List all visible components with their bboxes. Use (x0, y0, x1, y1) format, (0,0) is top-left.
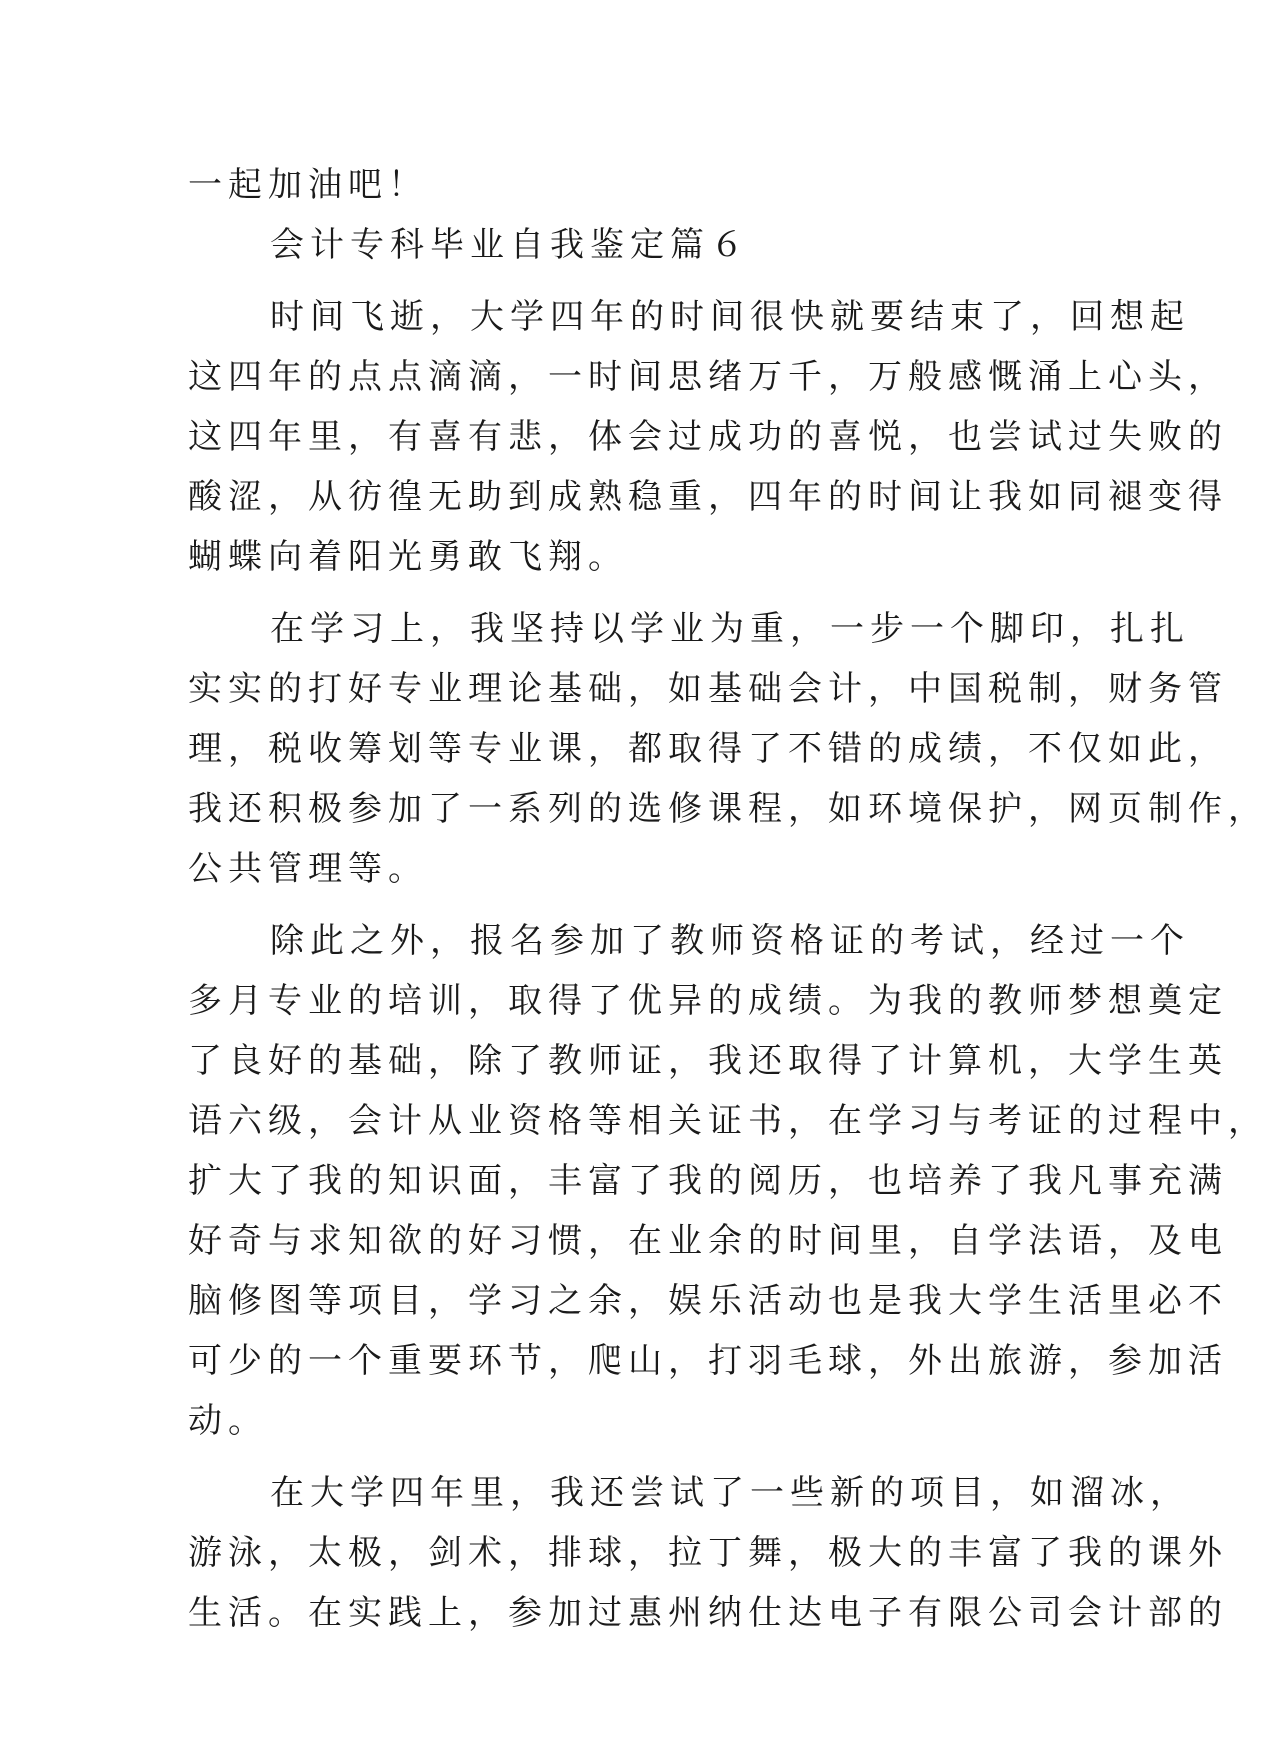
paragraph-2-line: 公共管理等。 (188, 849, 428, 889)
paragraph-2-line: 理，税收筹划等专业课，都取得了不错的成绩，不仅如此， (188, 729, 1228, 769)
paragraph-2-line: 在学习上，我坚持以学业为重，一步一个脚印，扎扎 (270, 609, 1190, 649)
paragraph-2-line: 我还积极参加了一系列的选修课程，如环境保护，网页制作， (188, 789, 1268, 829)
paragraph-3-line: 可少的一个重要环节，爬山，打羽毛球，外出旅游，参加活 (188, 1341, 1228, 1381)
paragraph-3-line: 语六级，会计从业资格等相关证书，在学习与考证的过程中， (188, 1101, 1268, 1141)
paragraph-3-line: 多月专业的培训，取得了优异的成绩。为我的教师梦想奠定 (188, 981, 1228, 1021)
paragraph-3-line: 脑修图等项目，学习之余，娱乐活动也是我大学生活里必不 (188, 1281, 1228, 1321)
paragraph-1-line: 酸涩，从彷徨无助到成熟稳重，四年的时间让我如同褪变得 (188, 477, 1228, 517)
text-line: 一起加油吧！ (188, 165, 428, 205)
paragraph-4-line: 在大学四年里，我还尝试了一些新的项目，如溜冰， (270, 1473, 1190, 1513)
document-body (188, 155, 1268, 1643)
paragraph-4-line: 游泳，太极，剑术，排球，拉丁舞，极大的丰富了我的课外 (188, 1533, 1228, 1573)
paragraph-2-line: 实实的打好专业理论基础，如基础会计，中国税制，财务管 (188, 669, 1228, 709)
paragraph-4-line: 生活。在实践上，参加过惠州纳仕达电子有限公司会计部的 (188, 1593, 1228, 1633)
paragraph-3-line: 了良好的基础，除了教师证，我还取得了计算机，大学生英 (188, 1041, 1228, 1081)
section-heading: 会计专科毕业自我鉴定篇６ (270, 225, 750, 265)
paragraph-1-line: 蝴蝶向着阳光勇敢飞翔。 (188, 537, 628, 577)
paragraph-1-line: 这四年的点点滴滴，一时间思绪万千，万般感慨涌上心头， (188, 357, 1228, 397)
paragraph-3-line: 好奇与求知欲的好习惯，在业余的时间里，自学法语，及电 (188, 1221, 1228, 1261)
paragraph-3-line: 动。 (188, 1401, 268, 1441)
paragraph-3-line: 扩大了我的知识面，丰富了我的阅历，也培养了我凡事充满 (188, 1161, 1228, 1201)
paragraph-1-line: 这四年里，有喜有悲，体会过成功的喜悦，也尝试过失败的 (188, 417, 1228, 457)
paragraph-3-line: 除此之外，报名参加了教师资格证的考试，经过一个 (270, 921, 1190, 961)
paragraph-1-line: 时间飞逝，大学四年的时间很快就要结束了，回想起 (270, 297, 1190, 337)
